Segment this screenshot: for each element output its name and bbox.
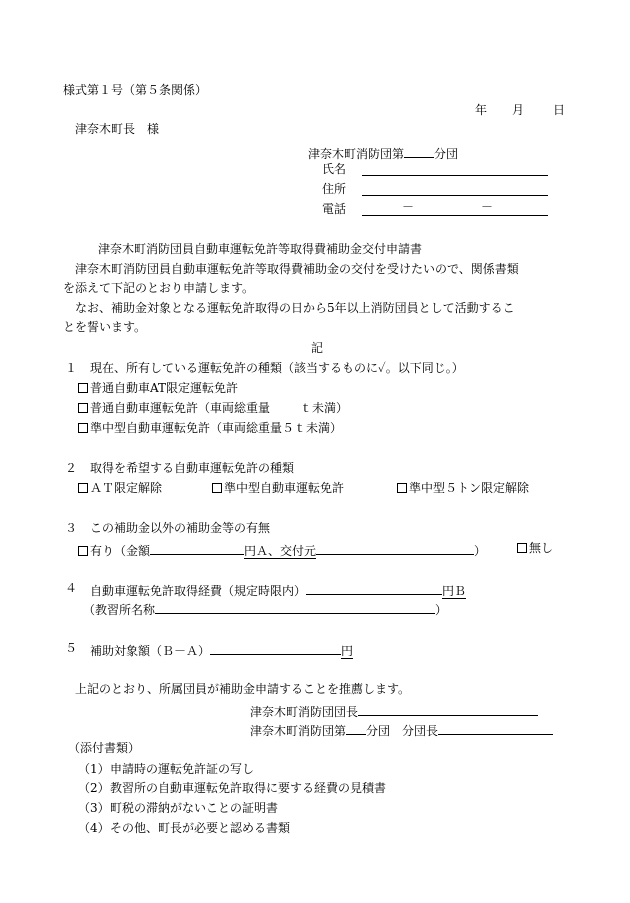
section2-heading: 取得を希望する自動車運転免許の種類 [90, 461, 295, 475]
subsidy-amount-blank[interactable] [210, 641, 341, 655]
section4-heading: 自動車運転免許取得経費（規定時限内） 円Ｂ [90, 581, 466, 598]
section1-heading: 現在、所有している運転免許の種類（該当するものに✓。以下同じ。） [90, 361, 464, 375]
grantor-blank[interactable] [316, 541, 474, 555]
form-title: 津奈木町消防団員自動車運転免許等取得費補助金交付申請書 [98, 242, 423, 256]
intro-line-2: を添えて下記のとおり申請します。 [63, 281, 255, 295]
section5-number: ５ [65, 641, 78, 655]
checkbox[interactable] [78, 403, 88, 413]
checkbox[interactable] [78, 483, 88, 493]
attachment-item: （3）町税の滞納がないことの証明書 [78, 801, 279, 815]
section2-option3[interactable]: 準中型５トン限定解除 [397, 481, 529, 495]
section1-option2[interactable]: 普通自動車運転免許（車両総重量 ｔ未満） [78, 401, 348, 415]
section2-number: ２ [65, 461, 78, 475]
checkbox[interactable] [517, 543, 527, 553]
phone-sep-1: － [402, 200, 415, 214]
subchief-signature-blank[interactable] [438, 721, 553, 735]
ki-marker: 記 [311, 341, 324, 355]
subchief-signature: 津奈木町消防団第 分団 分団長 [250, 721, 553, 738]
section3-heading: この補助金以外の補助金等の有無 [90, 521, 271, 535]
attachment-item: （1）申請時の運転免許証の写し [78, 762, 255, 776]
addressee: 津奈木町長 様 [75, 122, 160, 136]
amount-a-blank[interactable] [150, 541, 244, 555]
phone-field[interactable] [362, 201, 548, 216]
section3-no[interactable]: 無し [517, 541, 553, 555]
attachment-item: （4）その他、町長が必要と認める書類 [78, 821, 291, 835]
address-field[interactable] [362, 181, 548, 196]
section1-number: １ [65, 361, 78, 375]
chief-signature: 津奈木町消防団団長 [250, 702, 538, 719]
section1-option1[interactable]: 普通自動車AT限定運転免許 [78, 381, 238, 395]
section3-yes[interactable]: 有り（金額 円Ａ、交付元 ） [78, 541, 486, 558]
checkbox[interactable] [78, 383, 88, 393]
name-field[interactable] [362, 161, 548, 176]
intro-line-1: 津奈木町消防団員自動車運転免許等取得費補助金の交付を受けたいので、関係書類 [75, 262, 519, 276]
section3-number: ３ [65, 521, 78, 535]
school-name-blank[interactable] [155, 600, 435, 614]
section4-number: ４ [65, 581, 78, 595]
chief-signature-blank[interactable] [358, 702, 538, 716]
applicant-team: 津奈木町消防団第 分団 [308, 144, 458, 161]
checkbox[interactable] [78, 546, 88, 556]
attachment-item: （2）教習所の自動車運転免許取得に要する経費の見積書 [78, 781, 387, 795]
attachments-heading: （添付書類） [68, 741, 141, 755]
recommend-text: 上記のとおり、所属団員が補助金申請することを推薦します。 [75, 682, 411, 696]
cost-b-blank[interactable] [306, 581, 442, 595]
section2-option2[interactable]: 準中型自動車運転免許 [212, 481, 344, 495]
phone-sep-2: － [481, 200, 494, 214]
name-label: 氏名 [322, 162, 347, 176]
pledge-line-1: なお、補助金対象となる運転免許取得の日から5年以上消防団員として活動するこ [75, 301, 515, 315]
phone-label: 電話 [322, 202, 347, 216]
team-number-blank[interactable] [404, 144, 434, 158]
checkbox[interactable] [397, 483, 407, 493]
date-month: 月 [512, 103, 525, 117]
address-label: 住所 [322, 182, 347, 196]
section2-option1[interactable]: ＡＴ限定解除 [78, 481, 162, 495]
pledge-line-2: とを誓います。 [63, 320, 147, 334]
checkbox[interactable] [212, 483, 222, 493]
section4-school: （教習所名称 ） [83, 600, 447, 617]
date-day: 日 [553, 103, 566, 117]
checkbox[interactable] [78, 423, 88, 433]
date-year: 年 [475, 103, 488, 117]
form-number: 様式第１号（第５条関係） [63, 83, 208, 97]
section1-option3[interactable]: 準中型自動車運転免許（車両総重量５ｔ未満） [78, 421, 342, 435]
subchief-team-blank[interactable] [346, 721, 366, 735]
section5-heading: 補助対象額（Ｂ－Ａ） 円 [90, 641, 353, 658]
